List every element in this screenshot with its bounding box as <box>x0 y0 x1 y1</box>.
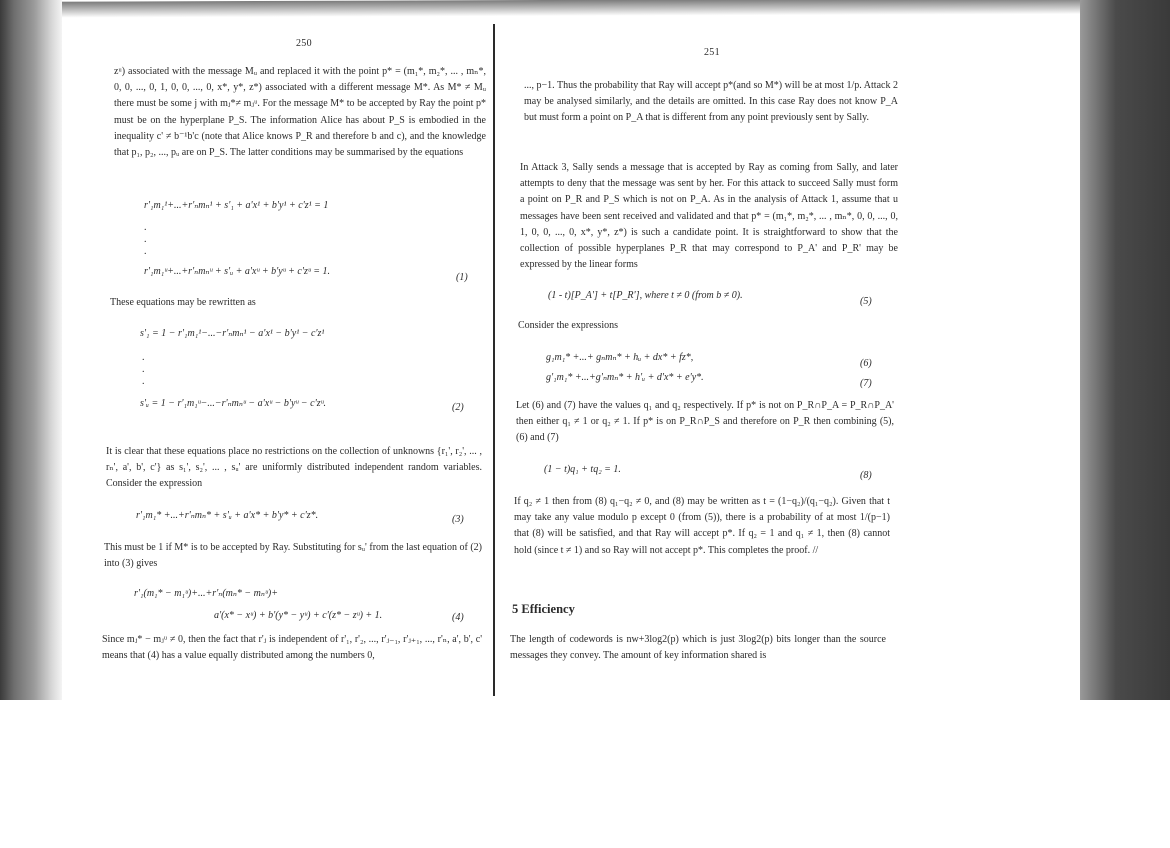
paragraph: zᵘ) associated with the message Mᵤ and replaced it with the point p* = (m₁*, m₂*, ... , mₙ*, 0, 0, ..., 0, 1, 0, 0, ..., 0, x*, y*, z*) associated with a different message M*. As M* ≠ Mᵤ there must be some j with mⱼ*≠ mⱼᵘ. For the message M* to be accepted by Ray the point p* must be on the hyperplane P_S. The information Alice has about P_S is embodied in the inequality c' ≠ b⁻¹b'c (note that Alice knows P_R and therefore b and c), and the knowledge that p₁, p₂, ..., pᵤ are on P_S. The latter conditions may be summarised by the equations <box>114 66 486 159</box>
equation-number: (5) <box>860 296 872 307</box>
equation-number: (6) <box>860 358 872 369</box>
ellipsis: . . . <box>144 222 147 257</box>
equation: r'₁(m₁* − m₁ᵘ)+...+r'ₙ(mₙ* − mₙᵘ)+ <box>134 588 278 599</box>
right-edge-shadow <box>1080 0 1170 820</box>
ellipsis: . . . <box>142 352 145 387</box>
equation-number: (4) <box>452 612 464 623</box>
equation: r'₁m₁¹+...+r'ₙmₙ¹ + s'₁ + a'x¹ + b'y¹ + c'z¹ = 1 <box>144 200 329 211</box>
page-number: 251 <box>704 47 720 58</box>
bottom-margin <box>0 700 1170 848</box>
equation: g'₁m₁* +...+g'ₙmₙ* + h'ᵤ + d'x* + e'y*. <box>546 372 704 383</box>
equation: s'ᵤ = 1 − r'₁m₁ᵘ−...−r'ₙmₙᵘ − a'xᵘ − b'yᵘ − c'zᵘ. <box>140 398 327 409</box>
paragraph: Let (6) and (7) have the values q₁ and q₂ respectively. If p* is not on P_R∩P_A = P_R∩P_A' then either q₁ ≠ 1 or q₂ ≠ 1. If p* is on P_R∩P_S and therefore on P_R then combining (5), (6) and (7) <box>516 400 894 444</box>
top-scan-shadow <box>0 0 1090 18</box>
section-heading: 5 Efficiency <box>512 602 575 616</box>
paragraph: In Attack 3, Sally sends a message that is accepted by Ray as coming from Sally, and later attempts to deny that the message was sent by her. For this attack to succeed Sally must form a point on P_R and P_S which is not on P_A. As in the analysis of Attack 1, assume that u messages have been sent received and validated and that p* = (m₁*, m₂*, ... , mₙ*, 0, 0, ..., 0, 1, 0, 0, ..., 0, x*, y*, z*) is such a candidate point. It is straightforward to show that the collection of possible hyperplanes P_R that may correspond to P_A' and P_R' may be expressed by the linear forms <box>520 162 898 271</box>
equation: r'₁m₁ᵘ+...+r'ₙmₙᵘ + s'ᵤ + a'xᵘ + b'yᵘ + c'zᵘ = 1. <box>144 266 331 277</box>
paragraph: The length of codewords is nw+3log2(p) which is just 3log2(p) bits longer than the source messages they convey. The amount of key information shared is <box>510 634 886 662</box>
equation: (1 - t)[P_A'] + t[P_R'], where t ≠ 0 (from b ≠ 0). <box>548 290 743 301</box>
paragraph: ..., p−1. Thus the probability that Ray will accept p*(and so M*) will be at most 1/p. Attack 2 may be analysed similarly, and the details are omitted. In this case Ray does not know P_A but must form a point on P_A that is different from any point previously sent by Sally. <box>524 80 898 124</box>
equation: s'₁ = 1 − r'₁m₁¹−...−r'ₙmₙ¹ − a'x¹ − b'y¹ − c'z¹ <box>140 328 325 339</box>
equation: g₁m₁* +...+ gₙmₙ* + hᵤ + dx* + fz*, <box>546 352 694 363</box>
equation-number: (1) <box>456 272 468 283</box>
paragraph: Consider the expressions <box>518 320 618 331</box>
equation-number: (2) <box>452 402 464 413</box>
equation-number: (8) <box>860 470 872 481</box>
page-number: 250 <box>296 38 312 49</box>
equation: a'(x* − xᵘ) + b'(y* − yᵘ) + c'(z* − zᵘ) + 1. <box>214 610 383 621</box>
equation: r'₁m₁* +...+r'ₙmₙ* + s'ᵤ + a'x* + b'y* + c'z*. <box>136 510 319 521</box>
paragraph: Since mⱼ* − mⱼᵘ ≠ 0, then the fact that r'ⱼ is independent of r'₁, r'₂, ..., r'ⱼ₋₁, r'ⱼ₊₁, ..., r'ₙ, a', b', c' means that (4) has a value equally distributed among the numbers 0, <box>102 634 482 662</box>
paragraph: This must be 1 if M* is to be accepted by Ray. Substituting for sᵤ' from the last equation of (2) into (3) gives <box>104 542 482 570</box>
paragraph: It is clear that these equations place no restrictions on the collection of unknowns {r₁', r₂', ... , rₙ', a', b', c'} as s₁', s₂', ... , sᵤ' are uniformly distributed independent random variables. Consider the expression <box>106 446 482 490</box>
equation: (1 − t)q₁ + tq₂ = 1. <box>544 464 621 475</box>
paragraph: These equations may be rewritten as <box>110 297 256 308</box>
book-spine <box>493 24 495 696</box>
equation-number: (3) <box>452 514 464 525</box>
left-binding-shadow <box>0 0 62 700</box>
equation-number: (7) <box>860 378 872 389</box>
paragraph: If q₂ ≠ 1 then from (8) q₁−q₂ ≠ 0, and (8) may be written as t = (1−q₂)/(q₁−q₂). Given that t may take any value modulo p except 0 (from (5)), there is a probability of at most 1/(p−1) that (8) will be satisfied, and that Ray will accept p*. If q₂ = 1 and q₁ ≠ 1, then (8) cannot hold (since t ≠ 1) and so Ray will not accept p*. This completes the proof. // <box>514 496 890 556</box>
